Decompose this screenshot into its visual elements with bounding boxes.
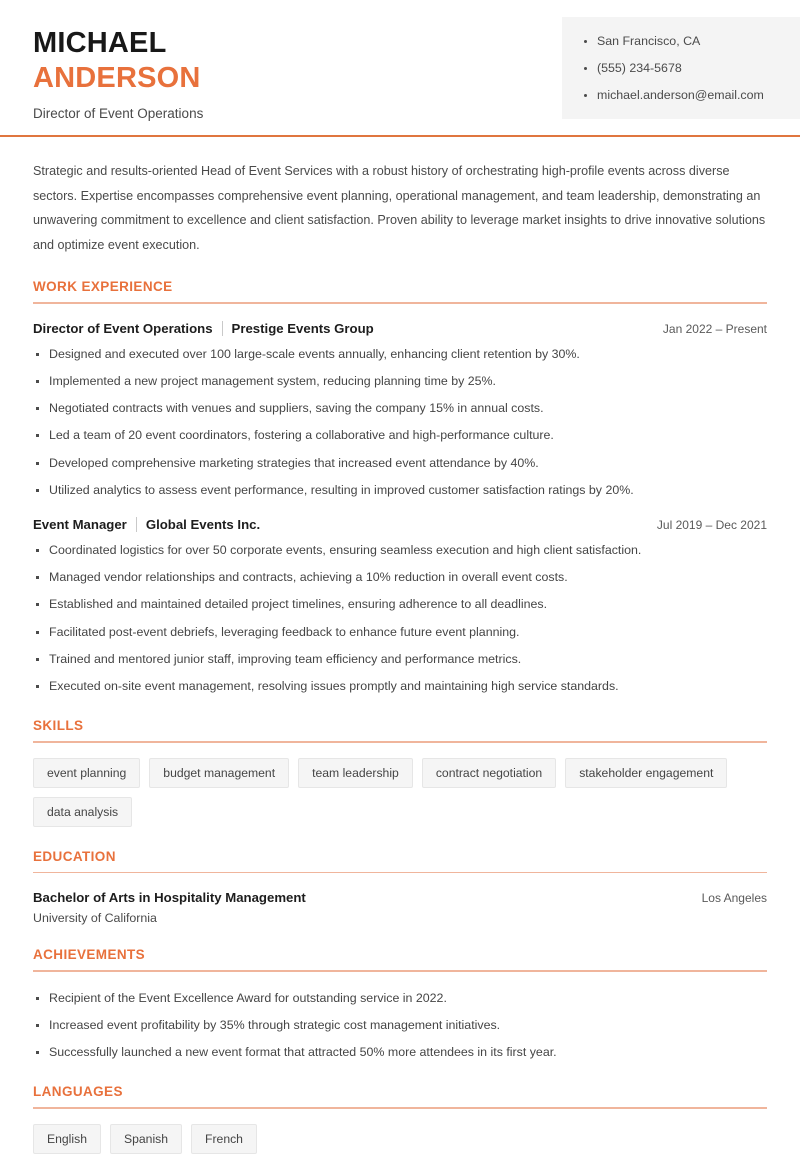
experience-entry: [33, 517, 767, 696]
pipe-separator-icon: [222, 321, 223, 336]
contact-email-item[interactable]: michael.anderson@email.com: [584, 88, 800, 102]
list-item: Increased event profitability by 35% through strategic cost management initiatives.: [33, 1016, 767, 1035]
experience-bullet-list: [33, 345, 767, 500]
skill-pill: data analysis: [33, 797, 132, 827]
list-item: Managed vendor relationships and contracts, achieving a 10% reduction in overall event costs.: [33, 568, 767, 587]
list-item: Developed comprehensive marketing strategies that increased event attendance by 40%.: [33, 454, 767, 473]
language-pill: English: [33, 1124, 101, 1154]
contact-phone-item[interactable]: (555) 234-5678: [584, 61, 800, 75]
list-item: Coordinated logistics for over 50 corporate events, ensuring seamless execution and high client satisfaction.: [33, 541, 767, 560]
list-item: Led a team of 20 event coordinators, fostering a collaborative and high-performance culture.: [33, 426, 767, 445]
section-rule-languages: [33, 1107, 767, 1109]
list-item: Utilized analytics to assess event performance, resulting in improved customer satisfaction ratings by 20%.: [33, 481, 767, 500]
education-entry-header: [33, 890, 767, 905]
identity-block: [0, 0, 203, 121]
education-school: University of California: [33, 911, 157, 926]
experience-role: Event Manager: [33, 517, 127, 532]
skill-pill: stakeholder engagement: [565, 758, 727, 788]
language-pill: Spanish: [110, 1124, 182, 1154]
list-item: Negotiated contracts with venues and suppliers, saving the company 15% in annual costs.: [33, 399, 767, 418]
resume-header: [0, 0, 800, 137]
skill-pill: budget management: [149, 758, 289, 788]
list-item: Implemented a new project management system, reducing planning time by 25%.: [33, 372, 767, 391]
experience-date-range: Jan 2022 – Present: [662, 321, 767, 336]
section-achievements: [33, 947, 767, 1062]
experience-entry-header: [33, 517, 767, 532]
last-name: ANDERSON: [33, 62, 201, 95]
experience-entry-heading: [33, 321, 374, 336]
section-title-skills: SKILLS: [33, 718, 84, 734]
contact-info-box: [562, 17, 800, 119]
section-title-education: EDUCATION: [33, 848, 116, 864]
list-item: Facilitated post-event debriefs, leveraging feedback to enhance future event planning.: [33, 623, 767, 642]
experience-entry: [33, 321, 767, 500]
experience-bullet-list: [33, 541, 767, 696]
section-title-languages: LANGUAGES: [33, 1084, 123, 1100]
skill-pill: event planning: [33, 758, 140, 788]
section-title-achievements: ACHIEVEMENTS: [33, 947, 146, 963]
experience-date-range: Jul 2019 – Dec 2021: [656, 518, 767, 532]
list-item: Executed on-site event management, resolving issues promptly and maintaining high service standards.: [33, 677, 767, 696]
section-work-experience: [33, 279, 767, 696]
section-skills: [33, 718, 767, 827]
list-item: Trained and mentored junior staff, improving team efficiency and performance metrics.: [33, 650, 767, 669]
section-rule-work-experience: [33, 302, 767, 304]
language-pill: French: [191, 1124, 257, 1154]
header-job-title: Director of Event Operations: [33, 105, 204, 121]
section-education: [33, 849, 767, 926]
education-entry: [33, 890, 767, 925]
contact-location-item: San Francisco, CA: [584, 34, 800, 48]
skills-pill-row: [33, 758, 767, 827]
education-degree: Bachelor of Arts in Hospitality Management: [33, 890, 306, 906]
pipe-separator-icon: [136, 517, 137, 532]
professional-summary: Strategic and results-oriented Head of Event Services with a robust history of orchestrating high-profile events across diverse sectors. Expertise encompasses comprehensive event planning, operational management, and team leadership, demonstrating an unwavering commitment to excellence and client satisfaction. Proven ability to leverage market insights to drive innovative solutions and optimize event execution.: [33, 164, 766, 252]
list-item: Designed and executed over 100 large-scale events annually, enhancing client retention by 30%.: [33, 345, 767, 364]
languages-pill-row: [33, 1124, 767, 1154]
first-name: MICHAEL: [33, 27, 167, 59]
section-languages: [33, 1084, 767, 1154]
experience-company: Global Events Inc.: [145, 517, 261, 532]
experience-entry-header: [33, 321, 767, 336]
experience-entry-heading: [33, 517, 260, 532]
list-item: Recipient of the Event Excellence Award for outstanding service in 2022.: [33, 989, 767, 1008]
section-rule-skills: [33, 741, 767, 743]
section-rule-achievements: [33, 970, 767, 972]
experience-company: Prestige Events Group: [231, 320, 374, 336]
section-title-work-experience: WORK EXPERIENCE: [33, 279, 173, 295]
list-item: Successfully launched a new event format that attracted 50% more attendees in its first year.: [33, 1043, 767, 1062]
achievements-bullet-list: [33, 989, 767, 1063]
education-location: Los Angeles: [701, 891, 767, 906]
resume-content: [0, 159, 800, 1154]
skill-pill: contract negotiation: [422, 758, 556, 788]
experience-role: Director of Event Operations: [33, 320, 213, 336]
skill-pill: team leadership: [298, 758, 413, 788]
section-rule-education: [33, 872, 767, 874]
list-item: Established and maintained detailed project timelines, ensuring adherence to all deadlines.: [33, 595, 767, 614]
header-divider-rule: [0, 135, 800, 137]
